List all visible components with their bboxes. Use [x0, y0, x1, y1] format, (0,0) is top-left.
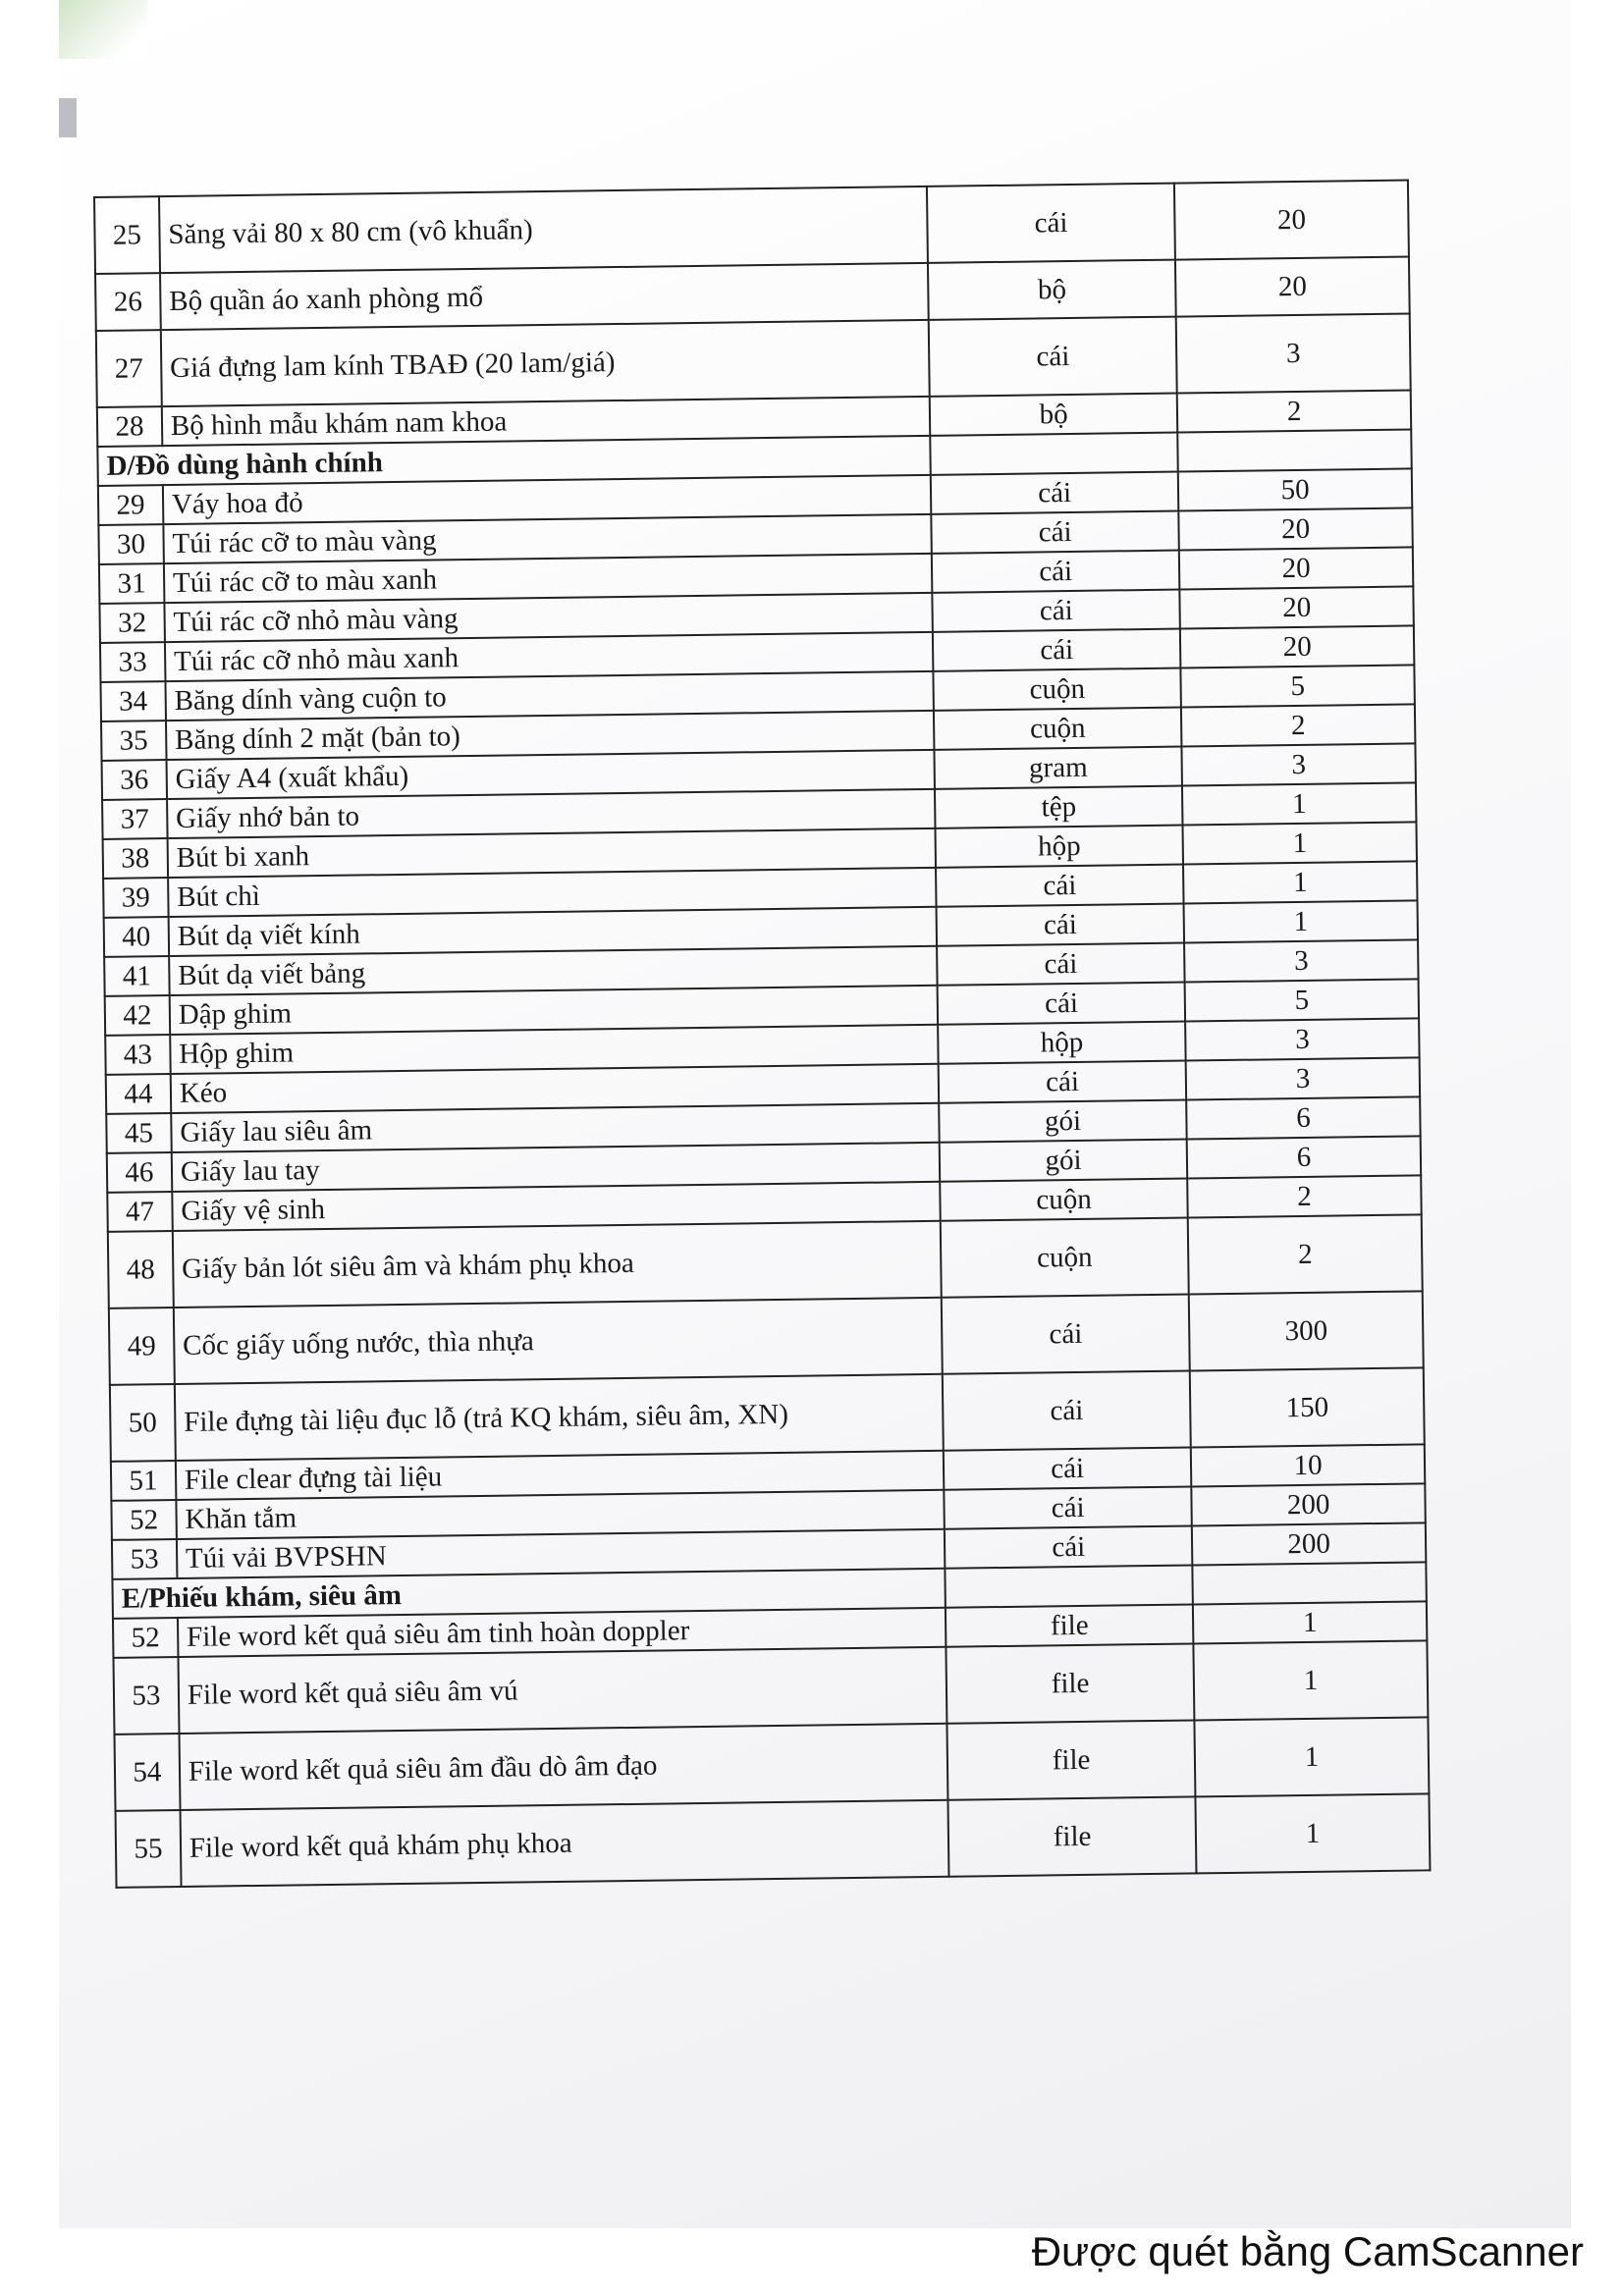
item-number: 44 [106, 1074, 171, 1114]
item-number: 41 [104, 956, 169, 996]
item-name: Dập ghim [170, 986, 939, 1035]
item-name: File đựng tài liệu đục lỗ (trả KQ khám, siêu âm, XN) [175, 1374, 944, 1461]
item-name: Bộ hình mẫu khám nam khoa [162, 397, 931, 446]
item-number: 52 [111, 1500, 176, 1540]
supply-table-body [94, 180, 1430, 1887]
item-unit: cái [943, 1370, 1191, 1450]
item-number: 31 [99, 563, 164, 604]
item-name: Giấy bản lót siêu âm và khám phụ khoa [173, 1221, 942, 1308]
section-title: D/Đồ dùng hành chính [97, 436, 931, 486]
item-name: Băng dính 2 mặt (bản to) [166, 711, 935, 760]
item-number: 37 [102, 799, 167, 839]
item-unit: cái [937, 904, 1185, 946]
item-name: Túi rác cỡ nhỏ màu vàng [164, 593, 933, 642]
item-unit: bộ [930, 394, 1178, 436]
item-name: Bút dạ viết kính [168, 907, 937, 956]
item-unit: gram [935, 747, 1183, 789]
item-name: Giá đựng lam kính TBAĐ (20 lam/giá) [161, 320, 930, 406]
item-quantity: 6 [1187, 1136, 1421, 1178]
item-unit: cái [937, 943, 1185, 986]
item-name: File word kết quả siêu âm đầu dò âm đạo [179, 1724, 947, 1810]
item-number: 48 [108, 1231, 174, 1308]
item-number: 26 [95, 273, 161, 331]
section-title: E/Phiếu khám, siêu âm [112, 1569, 946, 1619]
item-quantity: 150 [1190, 1367, 1425, 1447]
item-quantity: 20 [1179, 507, 1413, 550]
item-unit: file [946, 1604, 1194, 1646]
item-quantity: 20 [1180, 625, 1414, 667]
item-number: 25 [94, 196, 160, 274]
item-name: Giấy A4 (xuất khẩu) [166, 750, 935, 799]
item-unit: tệp [935, 786, 1183, 828]
item-name: Hộp ghim [170, 1025, 939, 1074]
item-number: 33 [100, 642, 165, 682]
item-number: 50 [110, 1384, 176, 1462]
item-name: Giấy vệ sinh [172, 1182, 941, 1231]
section-qty-cell [1193, 1562, 1427, 1604]
item-quantity: 2 [1181, 704, 1415, 746]
item-quantity: 200 [1192, 1483, 1426, 1525]
document [93, 179, 1431, 1888]
item-unit: cái [931, 472, 1179, 514]
item-number: 29 [98, 485, 163, 525]
item-quantity: 1 [1182, 782, 1416, 825]
item-unit: hộp [938, 1022, 1186, 1064]
item-unit: cuộn [941, 1217, 1189, 1297]
item-unit: cái [932, 551, 1180, 593]
supply-table [93, 179, 1431, 1888]
item-number: 49 [109, 1308, 175, 1385]
item-number: 42 [105, 995, 170, 1036]
item-name: Khăn tắm [176, 1490, 945, 1539]
section-qty-cell [1177, 429, 1411, 471]
item-name: File word kết quả khám phụ khoa [180, 1800, 948, 1887]
item-quantity: 20 [1175, 256, 1410, 316]
item-number: 47 [107, 1192, 172, 1232]
item-name: Váy hoa đỏ [163, 475, 932, 524]
section-unit-cell [930, 433, 1178, 475]
item-name: Bộ quần áo xanh phòng mổ [160, 263, 929, 330]
item-quantity: 3 [1176, 313, 1411, 393]
item-quantity: 1 [1196, 1793, 1431, 1873]
item-unit: cuộn [934, 708, 1182, 750]
item-name: File word kết quả siêu âm vú [178, 1647, 947, 1734]
item-number: 32 [99, 603, 164, 643]
item-unit: cái [927, 184, 1175, 263]
item-number: 39 [103, 878, 168, 918]
item-unit: cuộn [933, 668, 1181, 711]
item-unit: cái [944, 1486, 1192, 1528]
item-name: Bút chì [168, 868, 937, 917]
table-row [116, 1793, 1431, 1888]
item-quantity: 3 [1182, 743, 1416, 785]
item-quantity: 50 [1178, 468, 1412, 510]
item-unit: file [947, 1720, 1196, 1799]
item-name: Giấy lau siêu âm [171, 1103, 940, 1152]
item-quantity: 20 [1179, 547, 1413, 589]
item-number: 27 [96, 330, 162, 407]
item-unit: cái [931, 511, 1179, 554]
item-number: 43 [105, 1035, 170, 1075]
item-name: Bút dạ viết bảng [169, 946, 938, 995]
item-number: 34 [100, 681, 165, 721]
item-quantity: 3 [1184, 939, 1418, 982]
item-name: Túi rác cỡ to màu xanh [164, 554, 933, 603]
item-number: 52 [113, 1618, 178, 1658]
item-number: 55 [116, 1810, 182, 1888]
item-quantity: 5 [1181, 665, 1415, 707]
item-quantity: 1 [1184, 900, 1418, 942]
item-quantity: 5 [1185, 979, 1419, 1021]
item-quantity: 3 [1186, 1057, 1420, 1099]
background-corner [59, 0, 147, 59]
item-unit: cái [932, 590, 1180, 632]
item-quantity: 1 [1193, 1601, 1427, 1643]
item-name: Túi rác cỡ nhỏ màu xanh [165, 632, 934, 681]
item-name: File clear đựng tài liệu [176, 1451, 945, 1500]
item-unit: cuộn [940, 1178, 1188, 1220]
item-name: Giấy lau tay [172, 1143, 941, 1192]
item-unit: hộp [936, 826, 1184, 868]
item-unit: cái [944, 1447, 1192, 1489]
scanner-watermark: Được quét bằng CamScanner [1031, 2228, 1584, 2274]
item-number: 53 [113, 1657, 179, 1735]
item-unit: bộ [928, 260, 1176, 320]
item-unit: gói [940, 1140, 1188, 1182]
item-quantity: 10 [1191, 1444, 1425, 1486]
item-unit: cái [945, 1525, 1193, 1568]
item-name: Băng dính vàng cuộn to [165, 671, 934, 721]
item-number: 36 [102, 760, 167, 800]
item-quantity: 2 [1188, 1214, 1423, 1294]
item-number: 30 [98, 524, 163, 564]
item-unit: cái [936, 865, 1184, 907]
item-name: Săng vải 80 x 80 cm (vô khuẩn) [159, 187, 928, 273]
item-name: Kéo [171, 1064, 940, 1113]
item-number: 28 [97, 406, 162, 447]
item-quantity: 6 [1186, 1096, 1420, 1139]
item-unit: cái [939, 1061, 1187, 1103]
item-name: Túi vải BVPSHN [177, 1529, 946, 1578]
item-unit: cái [933, 629, 1181, 671]
item-name: Túi rác cỡ to màu vàng [163, 514, 932, 563]
item-quantity: 20 [1174, 180, 1409, 259]
item-name: File word kết quả siêu âm tinh hoàn doppler [178, 1608, 947, 1657]
item-name: Bút bi xanh [167, 828, 936, 878]
item-number: 35 [101, 721, 166, 761]
item-quantity: 300 [1189, 1291, 1424, 1370]
item-number: 53 [112, 1539, 177, 1579]
item-quantity: 200 [1192, 1522, 1426, 1565]
item-quantity: 1 [1194, 1640, 1429, 1720]
item-name: Giấy nhớ bản to [167, 789, 936, 838]
item-number: 54 [115, 1734, 181, 1811]
item-quantity: 1 [1183, 822, 1417, 864]
item-unit: file [946, 1643, 1194, 1723]
item-number: 38 [103, 838, 168, 879]
item-quantity: 2 [1177, 390, 1411, 432]
item-unit: file [948, 1796, 1197, 1876]
item-unit: cái [929, 317, 1177, 397]
item-quantity: 1 [1195, 1717, 1430, 1796]
section-unit-cell [945, 1565, 1193, 1607]
item-number: 51 [111, 1461, 176, 1501]
item-number: 40 [104, 917, 169, 957]
item-quantity: 2 [1187, 1175, 1421, 1217]
item-unit: gói [939, 1100, 1187, 1143]
scan-margin [0, 0, 59, 2228]
item-quantity: 1 [1183, 861, 1417, 903]
background-edge [59, 98, 77, 137]
item-unit: cái [938, 983, 1186, 1025]
item-unit: cái [942, 1294, 1190, 1373]
item-number: 45 [106, 1113, 171, 1153]
item-quantity: 20 [1180, 586, 1414, 628]
item-number: 46 [107, 1152, 172, 1193]
item-quantity: 3 [1185, 1018, 1419, 1060]
item-name: Cốc giấy uống nước, thìa nhựa [174, 1298, 943, 1384]
